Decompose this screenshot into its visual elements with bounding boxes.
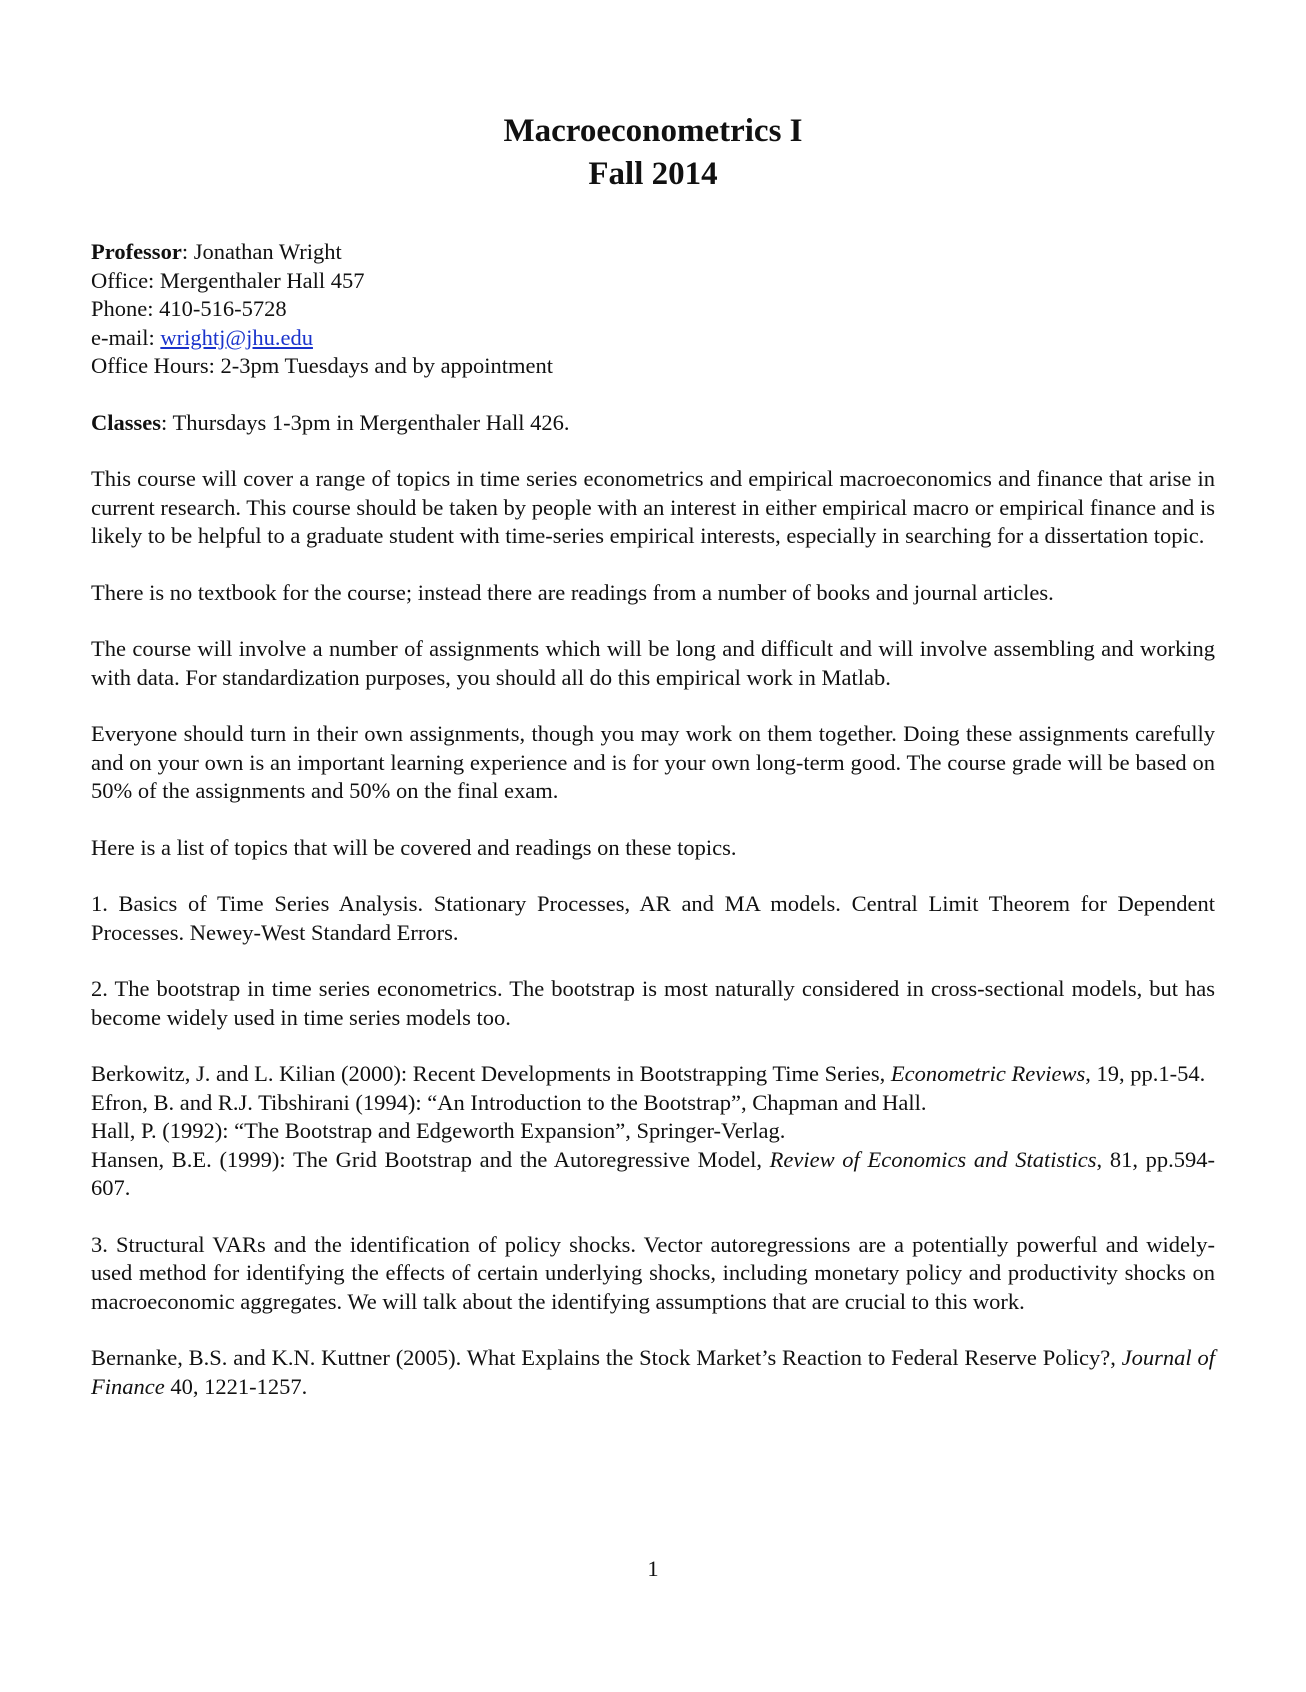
classes-label: Classes — [91, 409, 162, 435]
classes-line — [91, 409, 1215, 438]
reference-item — [91, 1060, 1215, 1089]
bootstrap-references — [91, 1060, 1215, 1203]
course-title-block — [0, 110, 1306, 196]
topic-3: 3. Structural VARs and the identification of policy shocks. Vector autoregressions are a potentially powerful and widely-used method for identifying the effects of certain underlying shocks, including monetary policy and productivity shocks on macroeconomic aggregates. We will talk about the identifying assumptions that are crucial to this work. — [91, 1231, 1215, 1314]
reference-item — [91, 1344, 1215, 1401]
email-link[interactable]: wrightj@jhu.edu — [160, 324, 313, 350]
document-body — [91, 238, 1215, 1401]
reference-item: Efron, B. and R.J. Tibshirani (1994): “An Introduction to the Bootstrap”, Chapman and Hall. — [91, 1089, 927, 1115]
topic-2: 2. The bootstrap in time series econometrics. The bootstrap is most naturally considered in cross-sectional models, but has become widely used in time series models too. — [91, 976, 1215, 1030]
reference-journal: Review of Economics and Statistics — [769, 1146, 1097, 1172]
reference-text: , 81, pp.594-607. — [91, 1146, 1215, 1200]
topics-intro-paragraph: Here is a list of topics that will be covered and readings on these topics. — [91, 834, 737, 860]
page-number: 1 — [647, 1556, 659, 1581]
professor-line — [91, 238, 1215, 267]
reference-journal: Econometric Reviews — [890, 1061, 1086, 1086]
classes-text: : Thursdays 1-3pm in Mergenthaler Hall 426. — [161, 409, 570, 435]
office-hours-line: Office Hours: 2-3pm Tuesdays and by appointment — [91, 353, 554, 378]
email-line — [91, 324, 1215, 353]
course-term: Fall 2014 — [588, 156, 718, 192]
reference-journal: Journal of Finance — [91, 1345, 1215, 1399]
topic-1: 1. Basics of Time Series Analysis. Stationary Processes, AR and MA models. Central Limit Theorem for Dependent Processes. Newey-West Standard Errors. — [91, 891, 1215, 945]
email-label: e-mail: — [91, 324, 161, 350]
reference-text: Bernanke, B.S. and K.N. Kuttner (2005). What Explains the Stock Market’s Reaction to Federal Reserve Policy?, — [91, 1345, 1122, 1370]
reference-item: Hall, P. (1992): “The Bootstrap and Edgeworth Expansion”, Springer-Verlag. — [91, 1118, 786, 1143]
contact-info — [91, 238, 1215, 381]
course-description-paragraph: This course will cover a range of topics in time series econometrics and empirical macroeconomics and finance that arise in current research. This course should be taken by people with an interest in either empirical macro or empirical finance and is likely to be helpful to a graduate student with time-series empirical interests, especially in searching for a dissertation topic. — [91, 466, 1215, 548]
textbook-paragraph: There is no textbook for the course; instead there are readings from a number of books and journal articles. — [91, 579, 1054, 605]
reference-text: Berkowitz, J. and L. Kilian (2000): Recent Developments in Bootstrapping Time Series, — [91, 1061, 891, 1086]
professor-name: : Jonathan Wright — [181, 239, 342, 264]
office-line: Office: Mergenthaler Hall 457 — [91, 267, 365, 293]
reference-text: , 19, pp.1-54. — [1085, 1061, 1206, 1086]
professor-label: Professor — [91, 239, 182, 264]
grading-paragraph: Everyone should turn in their own assignments, though you may work on them together. Doing these assignments carefully and on your own is an important learning experience and is for your own long-term good. The course grade will be based on 50% of the assignments and 50% on the final exam. — [91, 721, 1215, 803]
reference-item — [91, 1146, 1215, 1203]
reference-text: 40, 1221-1257. — [164, 1373, 308, 1399]
course-title: Macroeconometrics I — [503, 113, 803, 149]
assignments-paragraph: The course will involve a number of assignments which will be long and difficult and will involve assembling and working with data. For standardization purposes, you should all do this empirical work in Matlab. — [91, 636, 1215, 690]
phone-line: Phone: 410-516-5728 — [91, 296, 287, 321]
reference-text: Hansen, B.E. (1999): The Grid Bootstrap and the Autoregressive Model, — [91, 1146, 770, 1172]
